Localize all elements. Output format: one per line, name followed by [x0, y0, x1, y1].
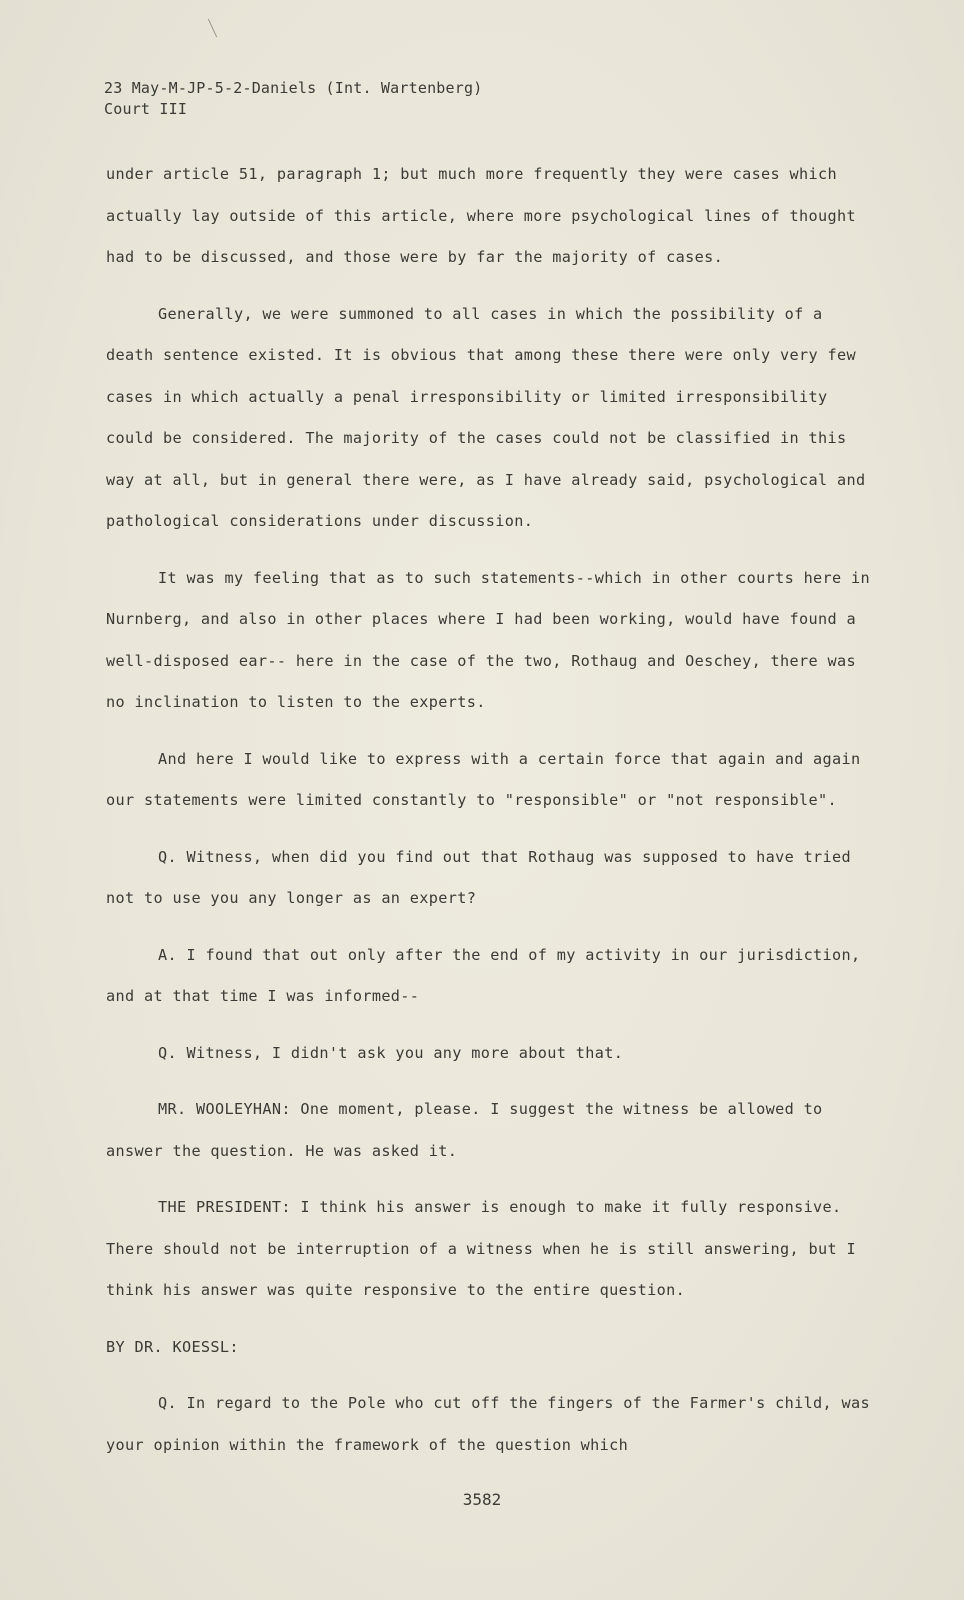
paragraph-4: And here I would like to express with a certain force that again and again our statements were limited constantly to "responsible" or "not responsible". — [106, 749, 861, 809]
paragraph-2: Generally, we were summoned to all cases in which the possibility of a death sentence existed. It is obvious that among these there were only very few cases in which actually a penal irresponsibility or limited irresponsibility could be considered. The majority of the cases could not be classified in this way at all, but in general there were, as I have already said, psychological and pathological considerations under discussion. — [106, 304, 866, 530]
header-line-1: 23 May-M-JP-5-2-Daniels (Int. Wartenberg) — [104, 79, 483, 97]
president-statement: THE PRESIDENT: I think his answer is enough to make it fully responsive. There should not be interruption of a witness when he is still answering, but I think his answer was quite responsive to the entire question. — [106, 1198, 856, 1299]
page-number: 3582 — [462, 1490, 502, 1509]
question-3: Q. In regard to the Pole who cut off the fingers of the Farmer's child, was your opinion within the framework of the question which — [106, 1394, 871, 1454]
prosecutor-statement: MR. WOOLEYHAN: One moment, please. I suggest the witness be allowed to answer the question. He was asked it. — [106, 1100, 823, 1160]
margin-mark — [208, 19, 217, 38]
question-1: Q. Witness, when did you find out that Rothaug was supposed to have tried not to use you any longer as an expert? — [106, 847, 852, 907]
question-2: Q. Witness, I didn't ask you any more about that. — [158, 1043, 624, 1062]
transcript-body — [106, 154, 876, 1481]
header-line-2: Court III — [104, 100, 188, 118]
paragraph-3: It was my feeling that as to such statements--which in other courts here in Nurnberg, and also in other places where I had been working, would have found a well-disposed ear-- here in the case of the two, Rothaug and Oeschey, there was no inclination to listen to the experts. — [106, 568, 871, 711]
answer-1: A. I found that out only after the end of my activity in our jurisdiction, and at that time I was informed-- — [106, 945, 861, 1005]
paragraph-1: under article 51, paragraph 1; but much more frequently they were cases which actually lay outside of this article, where more psychological lines of thought had to be discussed, and those were by far the majority of cases. — [106, 165, 856, 266]
page-header — [104, 78, 482, 120]
examiner-heading: BY DR. KOESSL: — [106, 1337, 239, 1356]
